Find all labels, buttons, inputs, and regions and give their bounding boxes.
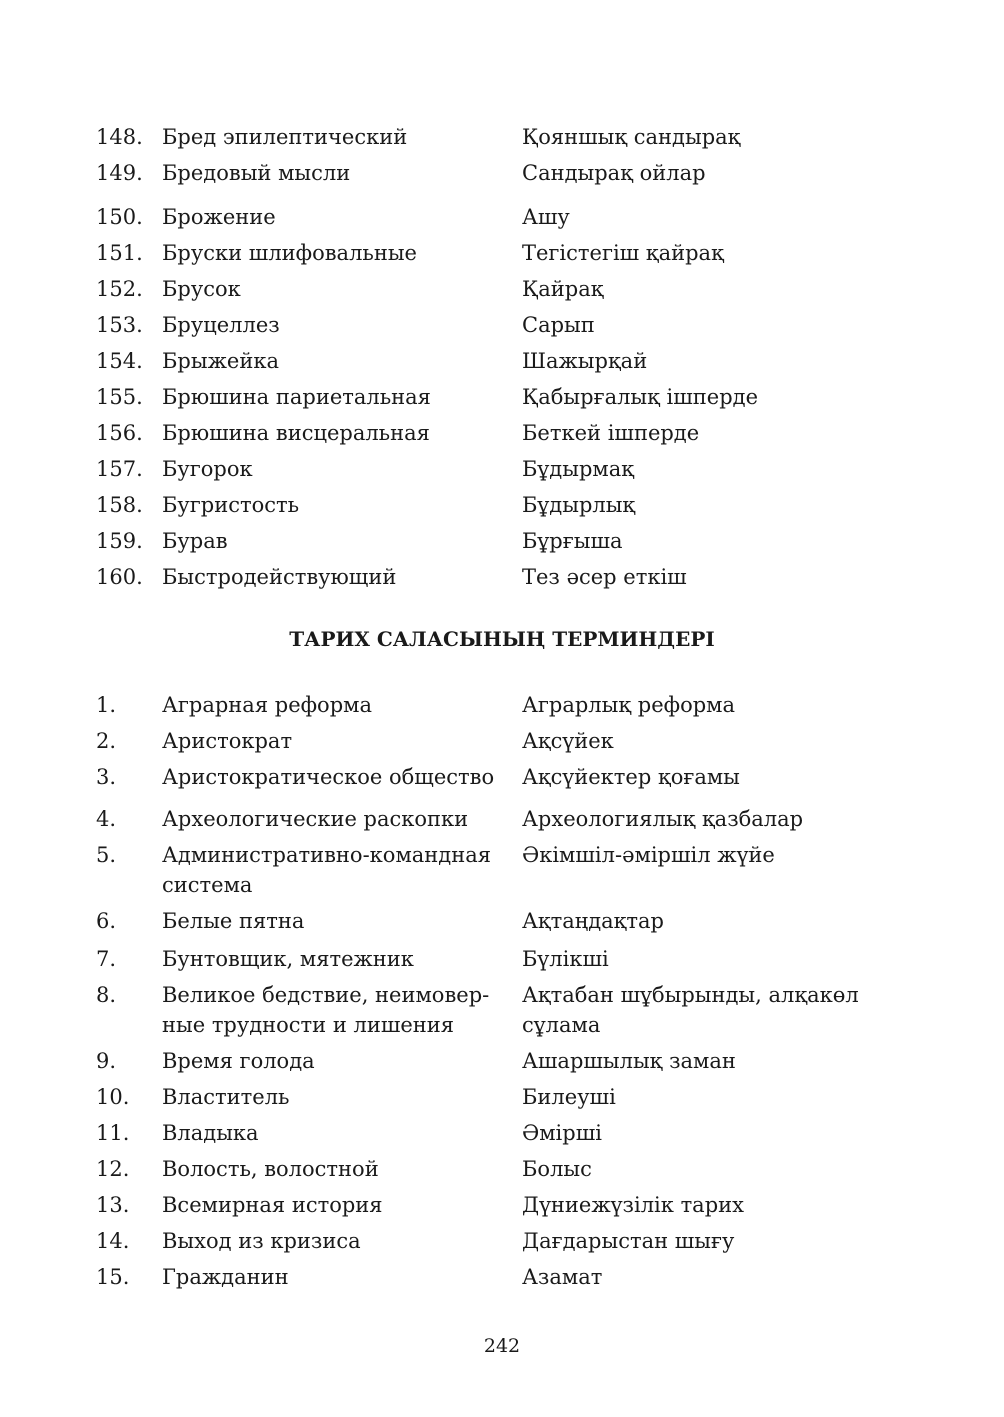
russian-term: Белые пятна xyxy=(162,909,305,933)
kazakh-term: Ақтабан шұбырынды, алқакөл сұлама xyxy=(522,983,859,1037)
term-number: 9. xyxy=(96,1049,117,1073)
term-row xyxy=(0,310,1004,346)
russian-term: Брожение xyxy=(162,205,276,229)
russian-term: Бруцеллез xyxy=(162,313,280,337)
kazakh-term: Азамат xyxy=(522,1265,603,1289)
russian-term: Аристократическое общество xyxy=(162,765,495,789)
term-row xyxy=(0,158,1004,202)
kazakh-term: Беткей ішперде xyxy=(522,421,700,445)
russian-term: Владыка xyxy=(162,1121,259,1145)
russian-term: Бред эпилептический xyxy=(162,125,408,149)
russian-term: Аграрная реформа xyxy=(162,693,372,717)
term-row xyxy=(0,238,1004,274)
term-number: 151. xyxy=(96,241,143,265)
kazakh-term: Ашаршылық заман xyxy=(522,1049,736,1073)
russian-term: Время голода xyxy=(162,1049,315,1073)
term-number: 1. xyxy=(96,693,117,717)
kazakh-term: Әкімшіл-әміршіл жүйе xyxy=(522,843,775,867)
term-row xyxy=(0,726,1004,762)
kazakh-term: Ақсүйек xyxy=(522,729,614,753)
kazakh-term: Дүниежүзілік тарих xyxy=(522,1193,744,1217)
kazakh-term: Дағдарыстан шығу xyxy=(522,1229,735,1253)
term-number: 2. xyxy=(96,729,117,753)
kazakh-term: Болыс xyxy=(522,1157,592,1181)
kazakh-term: Археологиялық қазбалар xyxy=(522,807,804,831)
russian-term: Волость, волостной xyxy=(162,1157,379,1181)
term-number: 149. xyxy=(96,161,143,185)
russian-term: Брусок xyxy=(162,277,241,301)
russian-term: Археологические раскопки xyxy=(162,807,469,831)
term-row xyxy=(0,1262,1004,1298)
term-row xyxy=(0,454,1004,490)
term-number: 15. xyxy=(96,1265,130,1289)
kazakh-term: Аграрлық реформа xyxy=(522,693,736,717)
term-row xyxy=(0,418,1004,454)
kazakh-term: Бұрғыша xyxy=(522,529,623,553)
kazakh-term: Бүлікші xyxy=(522,947,609,971)
kazakh-term: Бұдырлық xyxy=(522,493,636,517)
russian-term: Властитель xyxy=(162,1085,290,1109)
russian-term: Выход из кризиса xyxy=(162,1229,361,1253)
russian-term: Брюшина париетальная xyxy=(162,385,431,409)
kazakh-term: Билеуші xyxy=(522,1085,616,1109)
term-number: 4. xyxy=(96,807,117,831)
kazakh-term: Қабырғалық ішперде xyxy=(522,385,759,409)
kazakh-term: Ақсүйектер қоғамы xyxy=(522,765,740,789)
term-row xyxy=(0,1226,1004,1262)
term-number: 11. xyxy=(96,1121,130,1145)
term-number: 150. xyxy=(96,205,143,229)
russian-term: Быстродействующий xyxy=(162,565,397,589)
term-number: 152. xyxy=(96,277,143,301)
kazakh-term: Шажырқай xyxy=(522,349,648,373)
term-list-medical xyxy=(0,122,1004,598)
term-number: 8. xyxy=(96,983,117,1007)
term-row xyxy=(0,906,1004,944)
term-number: 10. xyxy=(96,1085,130,1109)
russian-term: Всемирная история xyxy=(162,1193,383,1217)
term-number: 154. xyxy=(96,349,143,373)
term-row xyxy=(0,562,1004,598)
russian-term: Бруски шлифовальные xyxy=(162,241,417,265)
kazakh-term: Тез әсер еткіш xyxy=(522,565,687,589)
russian-term: Бугристость xyxy=(162,493,300,517)
term-number: 3. xyxy=(96,765,117,789)
term-row xyxy=(0,1082,1004,1118)
term-number: 156. xyxy=(96,421,143,445)
term-row xyxy=(0,1154,1004,1190)
russian-term: Бредовый мысли xyxy=(162,161,351,185)
term-row xyxy=(0,490,1004,526)
term-number: 13. xyxy=(96,1193,130,1217)
kazakh-term: Ашу xyxy=(522,205,570,229)
term-number: 159. xyxy=(96,529,143,553)
kazakh-term: Ақтаңдақтар xyxy=(522,909,664,933)
russian-term: Великое бедствие, неимовер-ные трудности и лишения xyxy=(162,983,490,1037)
term-row xyxy=(0,526,1004,562)
term-number: 6. xyxy=(96,909,117,933)
page-number: 242 xyxy=(483,1335,521,1357)
term-row xyxy=(0,980,1004,1046)
term-row xyxy=(0,1118,1004,1154)
term-number: 5. xyxy=(96,843,117,867)
russian-term: Бурав xyxy=(162,529,228,553)
term-number: 14. xyxy=(96,1229,130,1253)
term-row xyxy=(0,762,1004,804)
kazakh-term: Сандырақ ойлар xyxy=(522,161,706,185)
term-number: 157. xyxy=(96,457,143,481)
term-list-history xyxy=(0,690,1004,1298)
kazakh-term: Қояншық сандырақ xyxy=(522,125,741,149)
kazakh-term: Бұдырмақ xyxy=(522,457,634,481)
term-number: 160. xyxy=(96,565,143,589)
term-row xyxy=(0,944,1004,980)
russian-term: Бугорок xyxy=(162,457,253,481)
term-row xyxy=(0,346,1004,382)
term-number: 155. xyxy=(96,385,143,409)
kazakh-term: Қайрақ xyxy=(522,277,604,301)
term-row xyxy=(0,382,1004,418)
kazakh-term: Тегістегіш қайрақ xyxy=(522,241,724,265)
russian-term: Брыжейка xyxy=(162,349,279,373)
term-number: 153. xyxy=(96,313,143,337)
term-number: 148. xyxy=(96,125,143,149)
kazakh-term: Сарып xyxy=(522,313,595,337)
russian-term: Гражданин xyxy=(162,1265,289,1289)
kazakh-term: Әмірші xyxy=(522,1121,602,1145)
term-row xyxy=(0,274,1004,310)
term-row xyxy=(0,202,1004,238)
term-row xyxy=(0,1046,1004,1082)
term-row xyxy=(0,690,1004,726)
russian-term: Брюшина висцеральная xyxy=(162,421,430,445)
term-number: 158. xyxy=(96,493,143,517)
term-row xyxy=(0,122,1004,158)
term-row xyxy=(0,804,1004,840)
term-row xyxy=(0,840,1004,906)
term-number: 7. xyxy=(96,947,117,971)
term-number: 12. xyxy=(96,1157,130,1181)
russian-term: Бунтовщик, мятежник xyxy=(162,947,414,971)
russian-term: Аристократ xyxy=(162,729,293,753)
term-row xyxy=(0,1190,1004,1226)
russian-term: Административно-командная система xyxy=(162,843,491,897)
section-heading: ТАРИХ САЛАСЫНЫҢ ТЕРМИНДЕРІ xyxy=(289,627,715,651)
